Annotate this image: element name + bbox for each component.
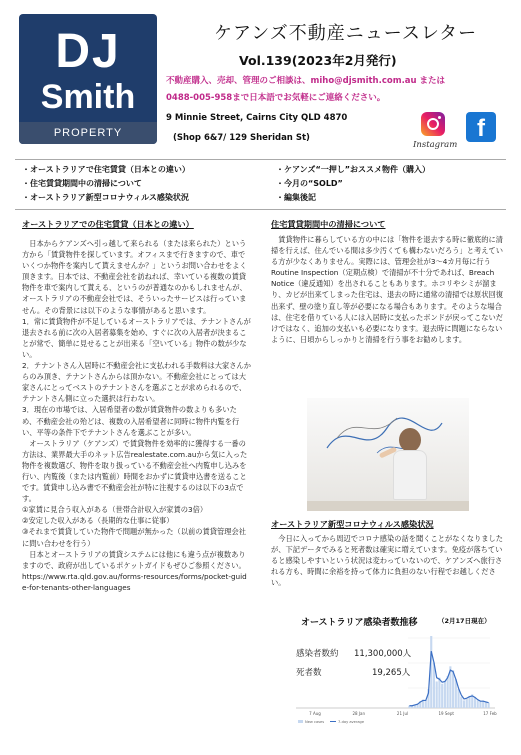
paragraph: 日本からケアンズへ引っ越して来られる（または来られた）という方から「賃貸物件を探しています。オフィスまで行きますので、車でいくつか物件を案内して貰えませんか？」というお問い合わせをよく頂きます。日本では、不動産会社を訪ねれば、幸いている複数の賃貸物件を車で案内して貰える、というのが普通なのかもしれませんが、オーストラリアの不動産会社では、そういったサービスは行っていません。その背景には以下のような事情があると思います。 <box>22 239 247 315</box>
toc-right <box>276 163 430 205</box>
address-line-1: 9 Minnie Street, Cairns City QLD 4870 <box>166 113 348 123</box>
paragraph: オーストラリア（ケアンズ）で賃貸物件を効率的に獲得する一番の方法は、業界最大手のネット広告realestate.com.auから気に入った物件を複数選び、物件を取り扱っている不動産会社へ内覧申し込みを行い、内覧後（または内覧前）時間をおかずに賃貸申込書を送ることです。賃貸申し込み書で不動産会社が特に注視するのは以下の3点です。 <box>22 438 248 504</box>
x-tick-label: 28 Jan <box>352 711 366 716</box>
toc-item: ・オーストラリアで住宅賃貸（日本との違い） <box>22 165 190 174</box>
contact-line-2: 0488-005-958まで日本語でお気軽にご連絡ください。 <box>166 93 386 103</box>
new-cases-bar <box>474 697 476 708</box>
new-cases-bar <box>460 697 462 708</box>
covid-article-body <box>271 533 504 588</box>
covid-article-title: オーストラリア新型コロナウィルス感染状況 <box>271 519 434 529</box>
paragraph: ①家賃に見合う収入がある（世帯合計収入が家賃の3倍） <box>22 505 208 515</box>
instagram-icon[interactable] <box>421 112 445 136</box>
new-cases-bar <box>477 700 479 708</box>
new-cases-bars <box>408 636 489 708</box>
toc-item: ・ケアンズ“一押し”おススメ物件（購入） <box>276 165 430 174</box>
facebook-icon[interactable]: f <box>466 112 496 142</box>
new-cases-bar <box>466 699 468 708</box>
contact-info <box>166 73 506 107</box>
cleaning-article-body <box>271 234 504 345</box>
deaths-value: 19,265人 <box>372 668 411 678</box>
cases-label: 感染者数約 <box>296 649 339 659</box>
logo-property: PROPERTY <box>19 122 157 144</box>
new-cases-bar <box>463 700 465 708</box>
paragraph: 3．現在の市場では、入居希望者の数が賃貸物件の数よりも多いため、不動産会社の殆どは、複数の入居希望者に同時に物件内覧を行い、平等の条件下でテナントさんを選ぶことが多い。 <box>22 405 240 437</box>
pocket-guide-link[interactable]: https://www.rta.qld.gov.au/forms-resources/forms/pocket-guide-for-tenants-other-languages <box>22 571 247 592</box>
divider-top <box>15 159 506 160</box>
new-cases-bar <box>452 670 454 708</box>
divider-bottom <box>15 209 506 210</box>
dj-smith-logo <box>19 14 157 144</box>
x-tick-label: 21 Jul <box>396 711 409 716</box>
paragraph: 1．常に賃貸物件が不足しているオーストラリアでは、テナントさんが退去される前に次の入居者募集を始め、すぐに次の入居者が決まることが常で、簡単に見せることが出来る「空いている」物件の数が少ない。 <box>22 316 251 359</box>
instagram-label: Instagram <box>413 140 458 150</box>
left-article-body <box>22 238 251 593</box>
cases-value: 11,300,000人 <box>354 649 412 659</box>
legend-new-cases: New cases <box>305 720 325 724</box>
x-axis-ticks <box>309 711 497 716</box>
cleaning-article-title: 住宅賃貸期間中の清掃について <box>271 219 386 229</box>
new-cases-bar <box>441 684 443 708</box>
logo-dj: DJ <box>55 25 121 78</box>
left-article-title: オーストラリアでの住宅賃貸（日本との違い） <box>22 219 194 229</box>
paragraph: 2．テナントさん入居時に不動産会社に支払われる手数料は大家さんからのみ頂き、テナントさんからは頂かない。不動産会社にとっては大家さんにとってベストのテナントさんを選ぶことが求められるので、テナントさん側に立った選択は行わない。 <box>22 361 252 404</box>
new-cases-bar <box>479 701 481 708</box>
new-cases-bar <box>425 700 427 708</box>
new-cases-bar <box>485 702 487 708</box>
paragraph: 賃貸物件に暮らしている方の中には「物件を退去する時に徹底的に清掃を行えば、住んでいる間は多少汚くても構わないだろう」と考えている方が少なくありません。実際には、管理会社が3～4カ月毎に行うRoutine Inspection（定期点検）で清掃が不十分であれば、Breach Notice（違反通知）を出されることもあります。ホコリやシミが溜まり、カビが出来てしまった住宅は、退去の時に通常の清掃では原状回復出来ず、壁の塗り直し等が必要になる場合もあります。そのような場合は、住宅を借りている人には入居時に支払ったボンドが戻ってこないだけではなく、追加の支払いも必要になります。退去時に問題にならないように、日頃からしっかりと清掃を行う事をお勧めします。 <box>271 235 504 344</box>
new-cases-bar <box>438 678 440 708</box>
toc-item: ・編集後記 <box>276 193 316 202</box>
paragraph: 今日に入ってから周辺でコロナ感染の話を聞くことがなくなりましたが、下記データでみると死者数は確実に増えています。免疫が落ちていると感染しやすいという状況は変わっていないので、ケアンズへ旅行される方も、時間に余裕を持って体力に負担のない行程でお越しください。 <box>271 534 504 588</box>
deaths-label: 死者数 <box>296 668 322 678</box>
address-line-2: (Shop 6&7/ 129 Sheridan St) <box>173 133 310 143</box>
wall-scribble <box>317 408 457 468</box>
new-cases-bar <box>430 636 432 708</box>
child-drawing-on-wall-photo <box>307 398 469 511</box>
covid-chart-date: （2月17日現在） <box>438 617 491 625</box>
toc-item: ・オーストラリア新型コロナウィルス感染状況 <box>22 193 189 202</box>
covid-stats <box>296 645 411 683</box>
legend-swatch-new-cases <box>298 720 303 723</box>
toc-left <box>22 163 190 205</box>
legend-seven-day-average: 7-day average <box>338 720 365 724</box>
contact-line-1: 不動産購入、売却、管理のご相談は、miho@djsmith.com.au または <box>166 76 446 86</box>
x-tick-label: 17 Feb <box>483 711 497 716</box>
newsletter-title: ケアンズ不動産ニュースレター <box>214 23 478 44</box>
covid-chart-title: オーストラリア感染者数推移 <box>301 618 418 628</box>
logo-smith: Smith <box>40 78 136 116</box>
new-cases-bar <box>436 681 438 708</box>
toc-item: ・今月の“SOLD” <box>276 179 343 188</box>
new-cases-bar <box>447 676 449 708</box>
x-tick-label: 7 Aug <box>309 711 321 716</box>
x-tick-label: 19 Sept <box>438 711 454 716</box>
seven-day-average-line <box>409 651 488 706</box>
new-cases-bar <box>458 689 460 708</box>
paragraph: ②安定した収入がある（長期的な仕事に従事） <box>22 516 174 526</box>
issue-number: Vol.139(2023年2月発行) <box>239 53 397 68</box>
paragraph: 日本とオーストラリアの賃貸システムには他にも違う点が複数ありますので、政府が出しているポケットガイドもぜひご参照ください。 <box>22 549 246 570</box>
toc-item: ・住宅賃貸期間中の清掃について <box>22 179 142 188</box>
new-cases-bar <box>488 703 490 708</box>
paragraph: ③それまで賃貸していた物件で問題が無かった（以前の賃貸管理会社に問い合わせを行う） <box>22 527 247 548</box>
new-cases-bar <box>444 681 446 708</box>
